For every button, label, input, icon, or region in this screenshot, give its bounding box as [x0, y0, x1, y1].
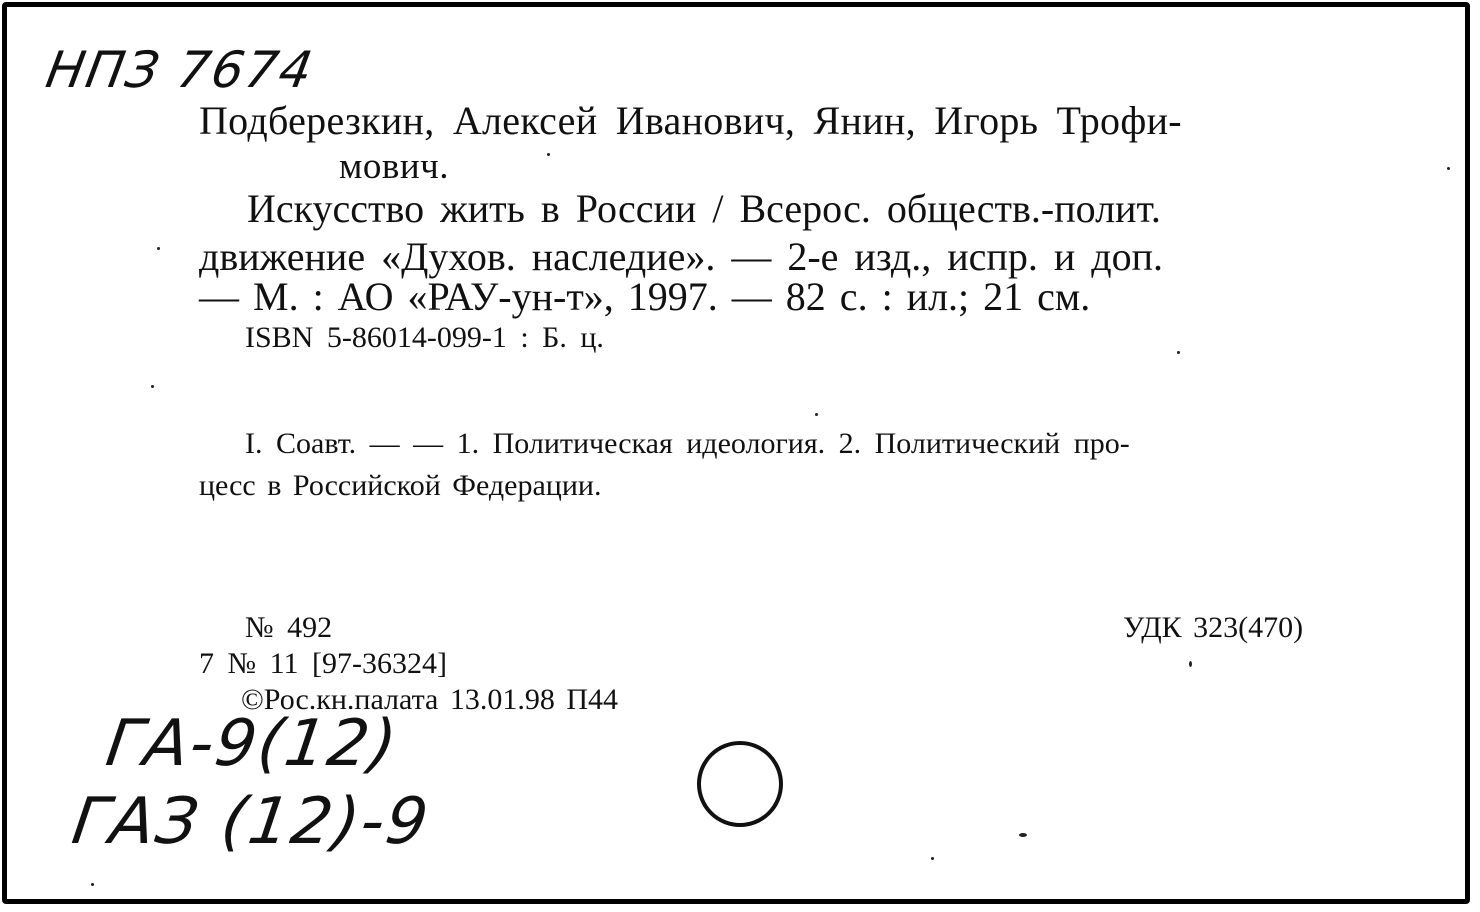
title-line-2: движение «Духов. наследие». — 2-е изд., испр. и доп.	[199, 234, 1163, 279]
udk-code: УДК 323(470)	[1123, 611, 1304, 644]
circle-stamp-icon	[697, 741, 783, 827]
record-number: № 492	[245, 611, 333, 644]
record-number-secondary: 7 № 11 [97-36324]	[199, 647, 447, 680]
speck	[157, 247, 160, 250]
copyright-line: ©Рос.кн.палата 13.01.98 П44	[241, 683, 619, 716]
speck	[91, 883, 94, 886]
author-line-1: Подберезкин, Алексей Иванович, Янин, Игорь Трофи-	[199, 98, 1182, 143]
author-line-2: мович.	[339, 146, 450, 187]
title-line-1: Искусство жить в России / Всерос. обществ.-полит.	[247, 186, 1161, 231]
handwritten-note-1: ГА-9(12)	[101, 707, 403, 781]
handwritten-shelf-mark: НПЗ 7674	[41, 41, 319, 99]
catalog-card	[2, 2, 1470, 904]
subjects-line-2: цесс в Российской Федерации.	[199, 469, 602, 502]
subjects-line-1: I. Соавт. — — 1. Политическая идеология. 2. Политический про-	[245, 427, 1130, 460]
speck	[1019, 833, 1027, 837]
speck	[1177, 351, 1180, 354]
handwritten-note-2: ГАЗ (12)-9	[67, 785, 435, 859]
speck	[1447, 167, 1450, 170]
speck	[547, 153, 550, 156]
title-line-3: — М. : АО «РАУ-ун-т», 1997. — 82 с. : ил.; 21 см.	[199, 274, 1091, 319]
isbn-line: ISBN 5-86014-099-1 : Б. ц.	[245, 321, 604, 354]
speck	[1189, 661, 1192, 667]
speck	[931, 857, 934, 860]
speck	[151, 385, 154, 388]
speck	[815, 413, 818, 416]
